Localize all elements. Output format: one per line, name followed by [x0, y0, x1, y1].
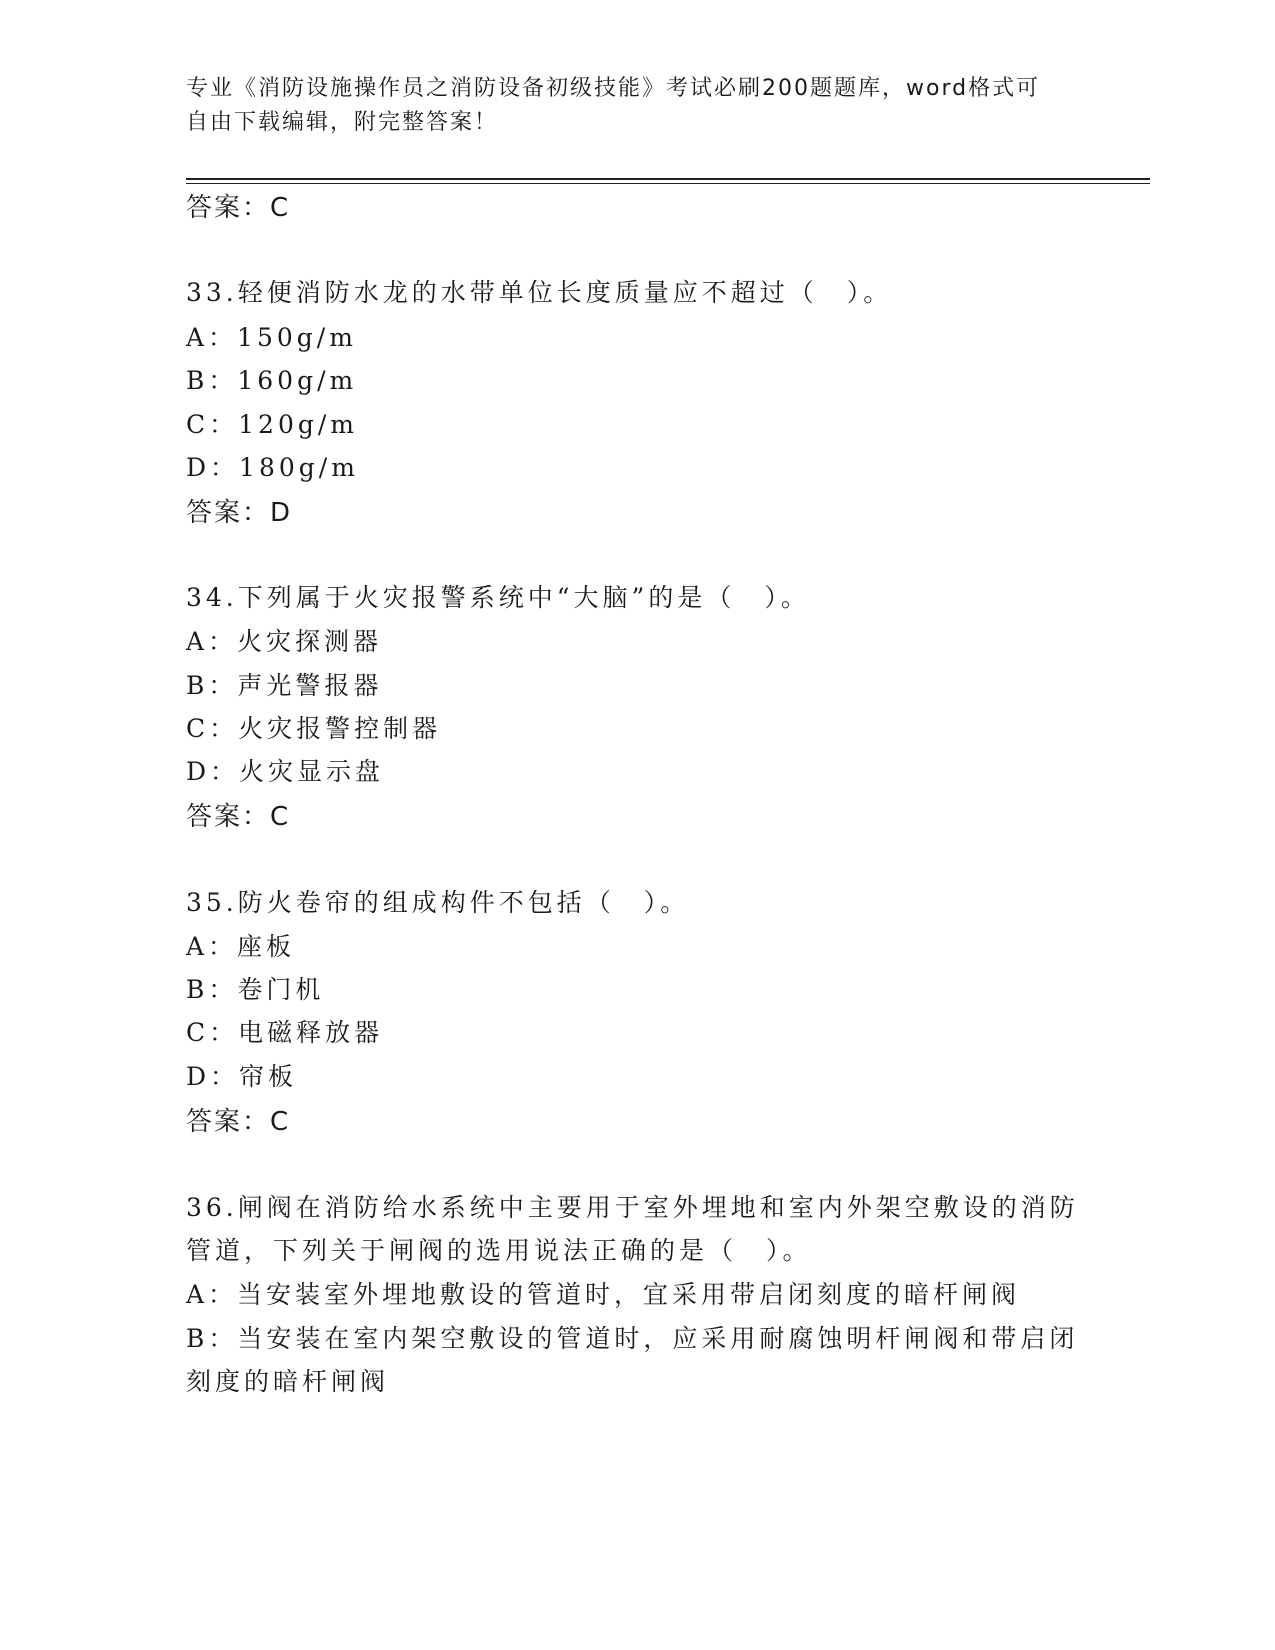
question-34-option-c: C：火灾报警控制器: [186, 714, 442, 743]
question-35-option-d: D：帘板: [186, 1062, 298, 1091]
question-34-option-b: B：声光警报器: [186, 671, 383, 700]
question-36-stem-line-2: 管道，下列关于闸阀的选用说法正确的是（ ）。: [186, 1236, 812, 1265]
question-33-stem: 33.轻便消防水龙的水带单位长度质量应不超过（ ）。: [186, 278, 893, 307]
document-header: [186, 72, 1066, 140]
question-35-stem: 35.防火卷帘的组成构件不包括（ ）。: [186, 888, 690, 917]
header-line-1: 专业《消防设施操作员之消防设备初级技能》考试必刷200题题库，word格式可: [186, 76, 1041, 101]
question-36-option-b-line-1: B：当安装在室内架空敷设的管道时，应采用耐腐蚀明杆闸阀和带启闭: [186, 1324, 1079, 1353]
question-34-option-a: A：火灾探测器: [186, 627, 383, 656]
question-33-option-a: A：150g/m: [186, 323, 357, 352]
question-34-option-d: D：火灾显示盘: [186, 757, 385, 786]
answer-q35: 答案：C: [186, 1107, 291, 1137]
question-34-stem: 34.下列属于火灾报警系统中“大脑”的是（ ）。: [186, 583, 810, 612]
question-33-option-c: C：120g/m: [186, 410, 358, 439]
question-33-option-b: B：160g/m: [186, 366, 358, 395]
question-36-stem-line-1: 36.闸阀在消防给水系统中主要用于室外埋地和室内外架空敷设的消防: [186, 1193, 1079, 1222]
question-35-option-a: A：座板: [186, 932, 296, 961]
question-33-option-d: D：180g/m: [186, 453, 359, 482]
answer-q32: 答案：C: [186, 193, 291, 223]
question-35-option-c: C：电磁释放器: [186, 1018, 384, 1047]
answer-q34: 答案：C: [186, 802, 291, 832]
header-line-2: 自由下载编辑，附完整答案！: [186, 110, 499, 135]
header-divider-thick: [186, 178, 1150, 180]
answer-q33: 答案：D: [186, 498, 293, 528]
header-divider-thin: [186, 183, 1150, 184]
question-36-option-b-line-2: 刻度的暗杆闸阀: [186, 1367, 390, 1396]
question-35-option-b: B：卷门机: [186, 975, 325, 1004]
question-36-option-a: A：当安装室外埋地敷设的管道时，宜采用带启闭刻度的暗杆闸阀: [186, 1280, 1021, 1309]
